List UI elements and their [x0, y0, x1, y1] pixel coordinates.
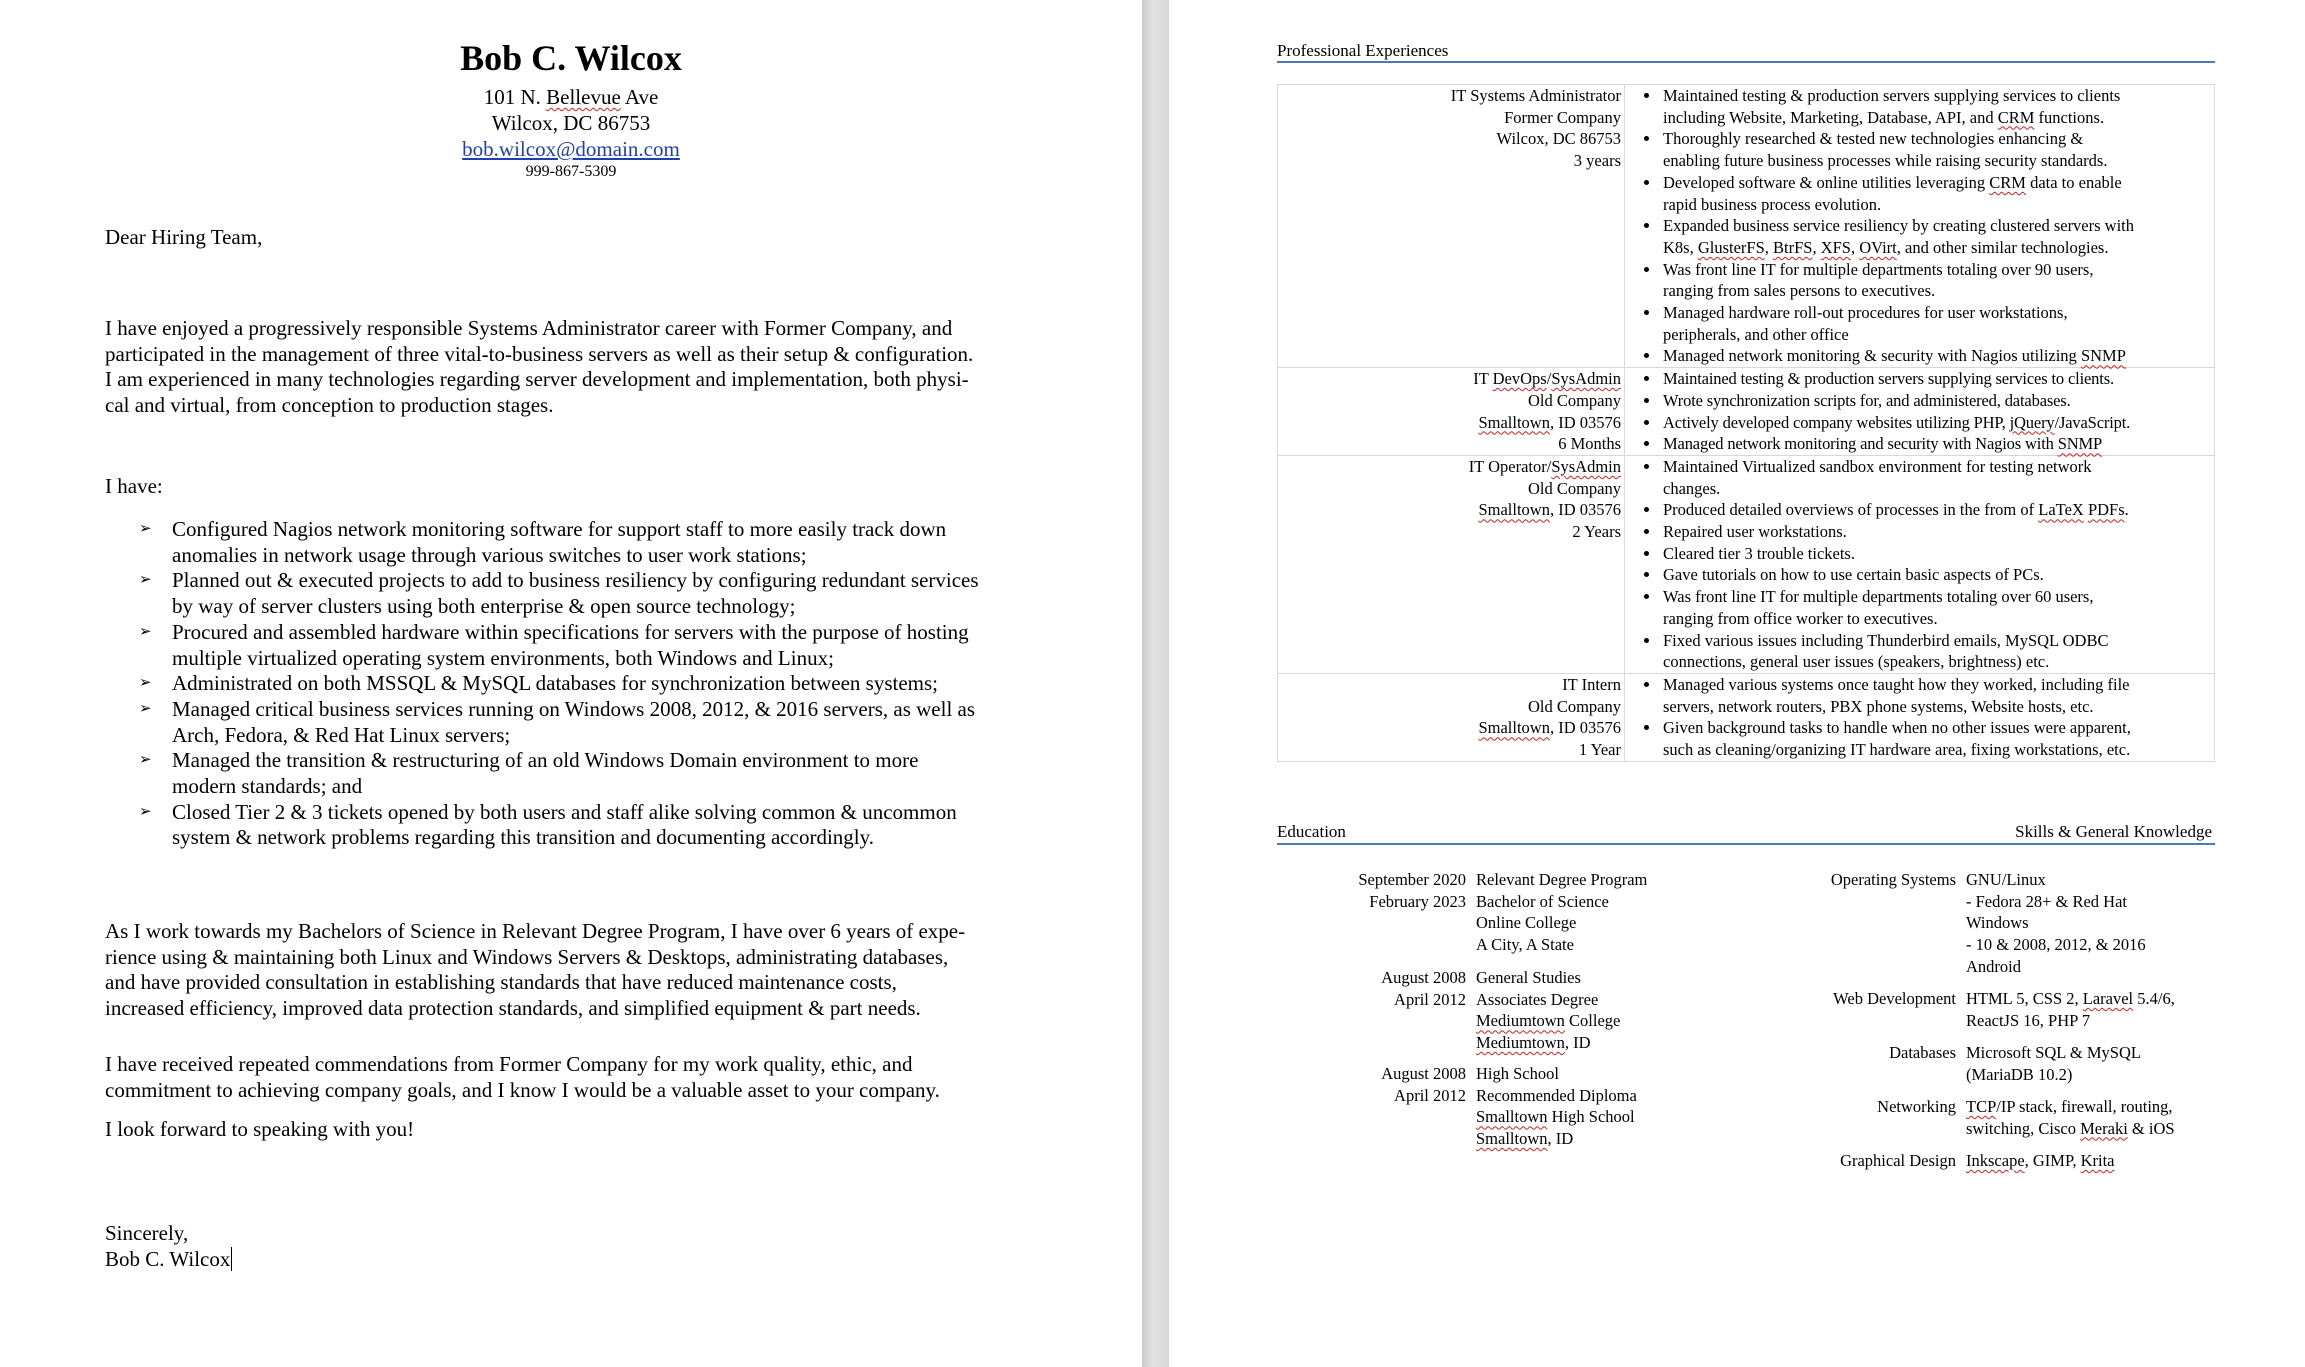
- text-line: I have enjoyed a progressively responsible Systems Administrator career with Former Company, and: [105, 316, 953, 340]
- list-item: • Repaired user workstations.: [1661, 521, 2210, 543]
- text-line: participated in the management of three vital-to-business servers as well as their setup & configuration.: [105, 341, 974, 366]
- duties-cell: [1625, 368, 2215, 456]
- text-line: As I work towards my Bachelors of Science in Relevant Degree Program, I have over 6 years of expe-: [105, 919, 966, 943]
- text-line: rience using & maintaining both Linux and Windows Servers & Desktops, administrating databases,: [105, 944, 949, 969]
- education-entry: [1277, 1063, 1747, 1159]
- intro-paragraph: [105, 316, 1045, 418]
- list-item: • Actively developed company websites utilizing PHP, jQuery/JavaScript.: [1661, 412, 2210, 434]
- arrow-bullet-icon: ➢: [139, 752, 152, 769]
- education-dates: September 2020 February 2023: [1358, 870, 1466, 911]
- list-item: • Maintained Virtualized sandbox environment for testing network changes.: [1661, 456, 2210, 499]
- arrow-bullet-icon: ➢: [139, 572, 152, 589]
- education-details: High School Recommended Diploma Smalltown High School Smalltown, ID: [1476, 1064, 1637, 1149]
- list-item: • Was front line IT for multiple departments totaling over 60 users, ranging from office worker to executives.: [1661, 586, 2210, 629]
- list-item: • Cleared tier 3 trouble tickets.: [1661, 543, 2210, 565]
- text-line: commitment to achieving company goals, and I know I would be a valuable asset to your company.: [105, 1077, 940, 1102]
- arrow-bullet-icon: ➢: [139, 700, 152, 717]
- text-line: I have received repeated commendations from Former Company for my work quality, ethic, and: [105, 1052, 913, 1076]
- phone-number: 999-867-5309: [525, 163, 617, 180]
- education-section-title: Education: [1277, 822, 1346, 841]
- list-item: • Gave tutorials on how to use certain basic aspects of PCs.: [1661, 564, 2210, 586]
- list-item: • Produced detailed overviews of processes in the from of LaTeX PDFs.: [1661, 499, 2210, 521]
- signature: Bob C. Wilcox: [105, 1247, 231, 1271]
- table-row: [1278, 368, 2215, 456]
- list-item: • Expanded business service resiliency by creating clustered servers with K8s, GlusterFS, BtrFS, XFS, OVirt, and other similar technologies.: [1661, 215, 2210, 258]
- text-line: I am experienced in many technologies regarding server development and implementation, both physi-: [105, 367, 969, 391]
- list-item: • Thoroughly researched & tested new technologies enhancing & enabling future business processes while raising security standards.: [1661, 128, 2210, 171]
- arrow-bullet-icon: ➢: [139, 675, 152, 692]
- list-item: ➢ Configured Nagios network monitoring software for support staff to more easily track down anomalies in network usage through various switches to user work stations;: [139, 517, 947, 567]
- list-item: • Wrote synchronization scripts for, and administered, databases.: [1661, 390, 2210, 412]
- experience-section-title: Professional Experiences: [1277, 41, 1449, 60]
- resume-page: [1169, 0, 2305, 1367]
- address-line-2: Wilcox, DC 86753: [491, 111, 651, 135]
- commendation-paragraph: [105, 1052, 1045, 1103]
- education-details: Relevant Degree Program Bachelor of Science Online College A City, A State: [1476, 870, 1648, 955]
- cover-letter-page: [0, 0, 1142, 1367]
- text-cursor: [231, 1247, 232, 1271]
- education-entry: [1277, 869, 1747, 967]
- text-line: and have provided consultation in establishing standards that have reduced maintenance costs,: [105, 970, 897, 994]
- arrow-bullet-icon: ➢: [139, 803, 152, 820]
- table-row: [1278, 455, 2215, 673]
- skill-entry: [1769, 869, 2215, 988]
- list-item: • Managed network monitoring and security with Nagios with SNMP: [1661, 433, 2210, 455]
- list-item: • Maintained testing & production servers supplying services to clients.: [1661, 368, 2210, 390]
- skill-label: Graphical Design: [1840, 1151, 1956, 1170]
- role-cell: IT Intern Old Company Smalltown, ID 03576 1 Year: [1278, 673, 1625, 761]
- list-item: • Developed software & online utilities leveraging CRM data to enable rapid business process evolution.: [1661, 172, 2210, 215]
- salutation: Dear Hiring Team,: [105, 225, 263, 249]
- education-details: General Studies Associates Degree Mediumtown College Mediumtown, ID: [1476, 968, 1621, 1053]
- skill-label: Operating Systems: [1830, 870, 1956, 889]
- list-item: • Given background tasks to handle when no other issues were apparent, such as cleaning/organizing IT hardware area, fixing workstations, etc.: [1661, 717, 2210, 760]
- education-dates: August 2008 April 2012: [1381, 1064, 1466, 1105]
- list-item: • Managed network monitoring & security with Nagios utilizing SNMP: [1661, 345, 2210, 367]
- email-row: [0, 136, 1142, 162]
- list-item: ➢ Managed critical business services running on Windows 2008, 2012, & 2016 servers, as well as Arch, Fedora, & Red Hat Linux servers;: [139, 696, 976, 747]
- duties-cell: [1625, 455, 2215, 673]
- skill-label: Web Development: [1833, 989, 1956, 1008]
- list-item: • Fixed various issues including Thunderbird emails, MySQL ODBC connections, general user issues (speakers, brightness) etc.: [1661, 630, 2210, 673]
- skill-entry: [1769, 1150, 2215, 1174]
- skill-values: GNU/Linux - Fedora 28+ & Red Hat Windows - 10 & 2008, 2012, & 2016 Android: [1966, 870, 2146, 976]
- section-divider: [1277, 61, 2215, 63]
- table-row: [1278, 673, 2215, 761]
- skill-values: Inkscape, GIMP, Krita: [1966, 1151, 2115, 1170]
- duties-cell: [1625, 673, 2215, 761]
- experience-paragraph: [105, 919, 1045, 1021]
- skill-entry: [1769, 988, 2215, 1042]
- skills-section-title: Skills & General Knowledge: [2015, 822, 2212, 841]
- skill-label: Networking: [1877, 1097, 1956, 1116]
- skill-entry: [1769, 1096, 2215, 1150]
- list-item: ➢ Managed the transition & restructuring of an old Windows Domain environment to more modern standards; and: [139, 748, 919, 799]
- i-have-label: I have:: [105, 474, 163, 498]
- arrow-bullet-icon: ➢: [139, 521, 152, 537]
- list-item: • Managed various systems once taught how they worked, including file servers, network routers, PBX phone systems, Website hosts, etc.: [1661, 674, 2210, 717]
- list-item: ➢ Administrated on both MSSQL & MySQL databases for synchronization between systems;: [139, 671, 939, 696]
- list-item: ➢ Planned out & executed projects to add to business resiliency by configuring redundant services by way of server clusters using both enterprise & open source technology;: [139, 568, 979, 619]
- skill-entry: [1769, 1042, 2215, 1096]
- table-row: [1278, 85, 2215, 368]
- list-item: • Managed hardware roll-out procedures for user workstations, peripherals, and other office: [1661, 302, 2210, 345]
- role-cell: IT DevOps/SysAdmin Old Company Smalltown, ID 03576 6 Months: [1278, 368, 1625, 456]
- experience-table: [1277, 84, 2215, 762]
- accomplishment-list: [105, 517, 1045, 851]
- skill-label: Databases: [1889, 1043, 1956, 1062]
- text-line: increased efficiency, improved data protection standards, and simplified equipment & part needs.: [105, 995, 921, 1020]
- skills-list: [1769, 869, 2215, 1174]
- address-line-1: 101 N. Bellevue Ave: [483, 85, 659, 109]
- role-cell: IT Operator/SysAdmin Old Company Smalltown, ID 03576 2 Years: [1278, 455, 1625, 673]
- skill-values: Microsoft SQL & MySQL (MariaDB 10.2): [1966, 1043, 2141, 1084]
- list-item: • Was front line IT for multiple departments totaling over 90 users, ranging from sales persons to executives.: [1661, 259, 2210, 302]
- skill-values: HTML 5, CSS 2, Laravel 5.4/6, ReactJS 16, PHP 7: [1966, 989, 2175, 1030]
- list-item: ➢ Closed Tier 2 & 3 tickets opened by both users and staff alike solving common & uncommon system & network problems regarding this transition and documenting accordingly.: [139, 799, 957, 850]
- education-list: [1277, 869, 1747, 1159]
- applicant-name: Bob C. Wilcox: [460, 38, 682, 78]
- role-cell: IT Systems Administrator Former Company Wilcox, DC 86753 3 years: [1278, 85, 1625, 368]
- email-link[interactable]: bob.wilcox@domain.com: [462, 137, 680, 161]
- list-item: • Maintained testing & production servers supplying services to clients including Website, Marketing, Database, API, and CRM functions.: [1661, 85, 2210, 128]
- page-gutter: [1142, 0, 1169, 1367]
- arrow-bullet-icon: ➢: [139, 623, 152, 640]
- text-line: cal and virtual, from conception to production stages.: [105, 392, 554, 417]
- closing-line: I look forward to speaking with you!: [105, 1117, 415, 1141]
- list-item: ➢ Procured and assembled hardware within specifications for servers with the purpose of hosting multiple virtualized operating system environments, both Windows and Linux;: [139, 619, 969, 670]
- section-divider: [1277, 843, 2215, 845]
- education-dates: August 2008 April 2012: [1381, 968, 1466, 1009]
- education-entry: [1277, 967, 1747, 1063]
- sign-off: Sincerely,: [105, 1221, 189, 1245]
- skill-values: TCP/IP stack, firewall, routing, switching, Cisco Meraki & iOS: [1966, 1097, 2175, 1138]
- duties-cell: [1625, 85, 2215, 368]
